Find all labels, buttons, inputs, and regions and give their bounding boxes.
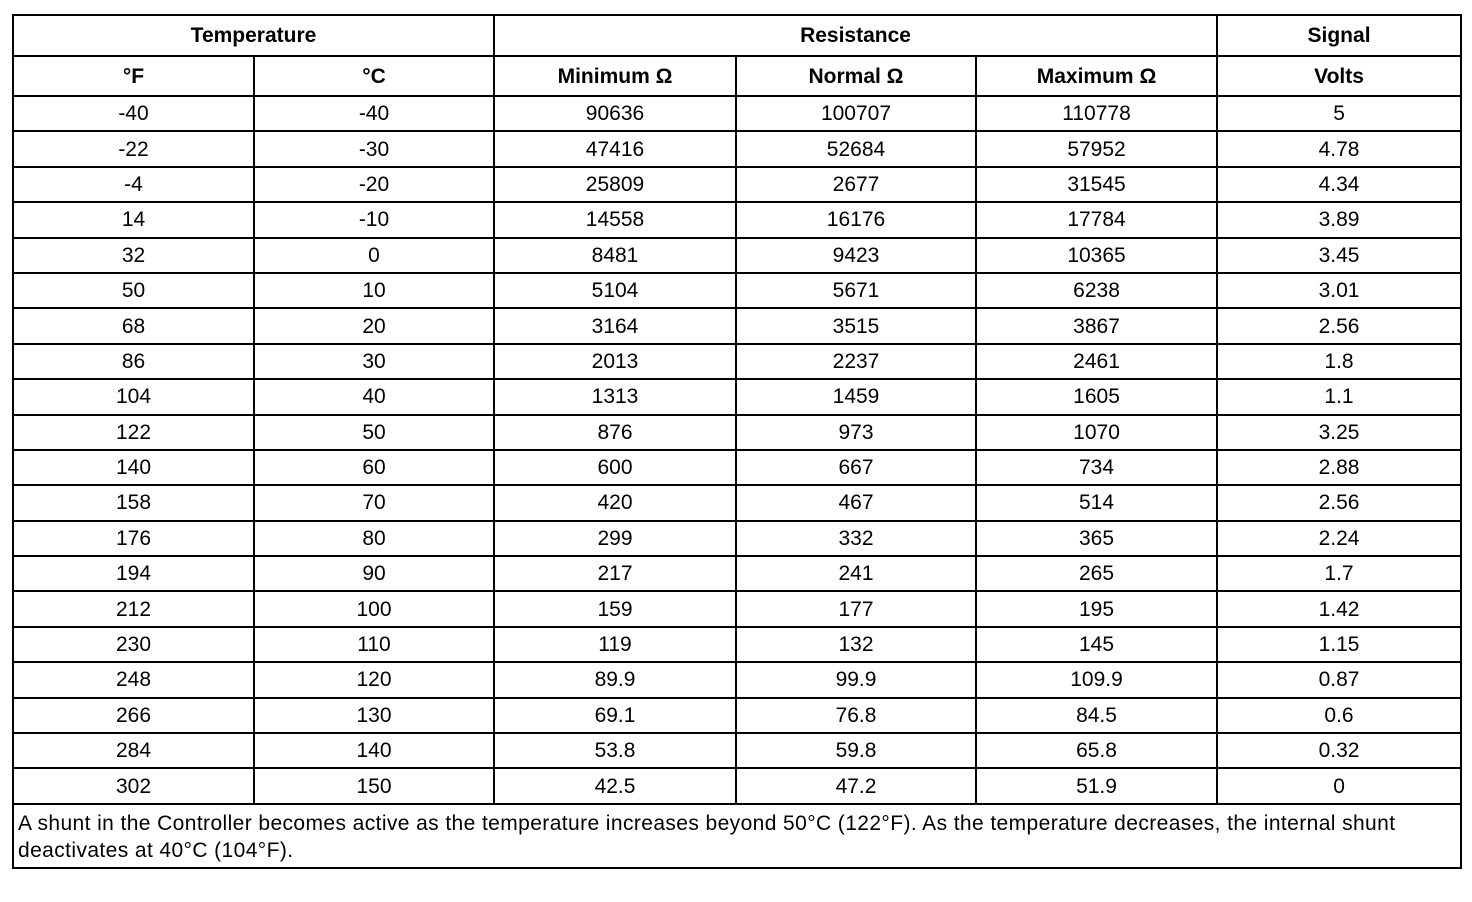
fahrenheit-cell: 302 (13, 768, 254, 803)
fahrenheit-cell: 284 (13, 733, 254, 768)
celsius-cell: 70 (254, 485, 494, 520)
fahrenheit-cell: 104 (13, 379, 254, 414)
celsius-cell: 100 (254, 591, 494, 626)
minimum-ohm-header: Minimum Ω (494, 56, 736, 96)
fahrenheit-cell: 140 (13, 450, 254, 485)
maximum-ohm-cell: 109.9 (976, 662, 1217, 697)
volts-cell: 1.7 (1217, 556, 1461, 591)
fahrenheit-cell: 158 (13, 485, 254, 520)
volts-cell: 1.1 (1217, 379, 1461, 414)
column-header-row (13, 56, 1461, 96)
celsius-cell: -40 (254, 96, 494, 131)
celsius-cell: 150 (254, 768, 494, 803)
volts-cell: 1.15 (1217, 627, 1461, 662)
table-row (13, 627, 1461, 662)
fahrenheit-cell: 68 (13, 308, 254, 343)
normal-ohm-cell: 99.9 (736, 662, 976, 697)
table-row (13, 167, 1461, 202)
minimum-ohm-cell: 299 (494, 521, 736, 556)
celsius-cell: -10 (254, 202, 494, 237)
fahrenheit-cell: -4 (13, 167, 254, 202)
fahrenheit-cell: 122 (13, 415, 254, 450)
fahrenheit-cell: 50 (13, 273, 254, 308)
celsius-cell: 50 (254, 415, 494, 450)
celsius-cell: -20 (254, 167, 494, 202)
fahrenheit-header: °F (13, 56, 254, 96)
normal-ohm-cell: 132 (736, 627, 976, 662)
normal-ohm-cell: 241 (736, 556, 976, 591)
celsius-cell: 90 (254, 556, 494, 591)
fahrenheit-cell: 212 (13, 591, 254, 626)
minimum-ohm-cell: 600 (494, 450, 736, 485)
normal-ohm-header: Normal Ω (736, 56, 976, 96)
table-row (13, 768, 1461, 803)
minimum-ohm-cell: 2013 (494, 344, 736, 379)
table-row (13, 415, 1461, 450)
table-row (13, 131, 1461, 166)
maximum-ohm-header: Maximum Ω (976, 56, 1217, 96)
fahrenheit-cell: 176 (13, 521, 254, 556)
signal-group-header: Signal (1217, 15, 1461, 56)
maximum-ohm-cell: 2461 (976, 344, 1217, 379)
normal-ohm-cell: 9423 (736, 238, 976, 273)
volts-cell: 0.32 (1217, 733, 1461, 768)
celsius-cell: 40 (254, 379, 494, 414)
normal-ohm-cell: 332 (736, 521, 976, 556)
celsius-cell: 30 (254, 344, 494, 379)
maximum-ohm-cell: 514 (976, 485, 1217, 520)
maximum-ohm-cell: 51.9 (976, 768, 1217, 803)
volts-cell: 2.56 (1217, 485, 1461, 520)
table-row (13, 733, 1461, 768)
normal-ohm-cell: 16176 (736, 202, 976, 237)
volts-cell: 2.56 (1217, 308, 1461, 343)
volts-cell: 1.8 (1217, 344, 1461, 379)
volts-cell: 3.25 (1217, 415, 1461, 450)
table-row (13, 662, 1461, 697)
maximum-ohm-cell: 110778 (976, 96, 1217, 131)
volts-cell: 3.89 (1217, 202, 1461, 237)
table-row (13, 591, 1461, 626)
table-row (13, 698, 1461, 733)
normal-ohm-cell: 5671 (736, 273, 976, 308)
minimum-ohm-cell: 5104 (494, 273, 736, 308)
minimum-ohm-cell: 1313 (494, 379, 736, 414)
minimum-ohm-cell: 217 (494, 556, 736, 591)
maximum-ohm-cell: 84.5 (976, 698, 1217, 733)
volts-cell: 2.24 (1217, 521, 1461, 556)
table-row (13, 202, 1461, 237)
minimum-ohm-cell: 14558 (494, 202, 736, 237)
volts-cell: 2.88 (1217, 450, 1461, 485)
minimum-ohm-cell: 53.8 (494, 733, 736, 768)
minimum-ohm-cell: 90636 (494, 96, 736, 131)
volts-cell: 3.45 (1217, 238, 1461, 273)
table-row (13, 521, 1461, 556)
group-header-row (13, 15, 1461, 56)
normal-ohm-cell: 177 (736, 591, 976, 626)
celsius-cell: 60 (254, 450, 494, 485)
celsius-cell: -30 (254, 131, 494, 166)
celsius-cell: 140 (254, 733, 494, 768)
maximum-ohm-cell: 734 (976, 450, 1217, 485)
normal-ohm-cell: 973 (736, 415, 976, 450)
maximum-ohm-cell: 17784 (976, 202, 1217, 237)
minimum-ohm-cell: 47416 (494, 131, 736, 166)
maximum-ohm-cell: 57952 (976, 131, 1217, 166)
minimum-ohm-cell: 420 (494, 485, 736, 520)
table-row (13, 485, 1461, 520)
resistance-group-header: Resistance (494, 15, 1217, 56)
minimum-ohm-cell: 119 (494, 627, 736, 662)
celsius-cell: 120 (254, 662, 494, 697)
note-row (13, 804, 1461, 868)
temperature-resistance-table (12, 14, 1462, 869)
celsius-header: °C (254, 56, 494, 96)
minimum-ohm-cell: 876 (494, 415, 736, 450)
celsius-cell: 0 (254, 238, 494, 273)
fahrenheit-cell: 86 (13, 344, 254, 379)
maximum-ohm-cell: 265 (976, 556, 1217, 591)
maximum-ohm-cell: 1605 (976, 379, 1217, 414)
normal-ohm-cell: 59.8 (736, 733, 976, 768)
fahrenheit-cell: 266 (13, 698, 254, 733)
volts-cell: 4.34 (1217, 167, 1461, 202)
fahrenheit-cell: 230 (13, 627, 254, 662)
table-row (13, 238, 1461, 273)
volts-cell: 0.87 (1217, 662, 1461, 697)
temperature-group-header: Temperature (13, 15, 494, 56)
volts-cell: 0.6 (1217, 698, 1461, 733)
minimum-ohm-cell: 89.9 (494, 662, 736, 697)
volts-header: Volts (1217, 56, 1461, 96)
normal-ohm-cell: 467 (736, 485, 976, 520)
normal-ohm-cell: 1459 (736, 379, 976, 414)
volts-cell: 5 (1217, 96, 1461, 131)
celsius-cell: 20 (254, 308, 494, 343)
volts-cell: 4.78 (1217, 131, 1461, 166)
celsius-cell: 130 (254, 698, 494, 733)
maximum-ohm-cell: 145 (976, 627, 1217, 662)
normal-ohm-cell: 47.2 (736, 768, 976, 803)
table-row (13, 344, 1461, 379)
normal-ohm-cell: 76.8 (736, 698, 976, 733)
shunt-note: A shunt in the Controller becomes active as the temperature increases beyond 50°C (122°F). As the temperature decreases, the internal shunt deactivates at 40°C (104°F). (13, 804, 1461, 868)
volts-cell: 0 (1217, 768, 1461, 803)
minimum-ohm-cell: 69.1 (494, 698, 736, 733)
normal-ohm-cell: 2237 (736, 344, 976, 379)
normal-ohm-cell: 3515 (736, 308, 976, 343)
fahrenheit-cell: 14 (13, 202, 254, 237)
maximum-ohm-cell: 31545 (976, 167, 1217, 202)
table-row (13, 556, 1461, 591)
maximum-ohm-cell: 195 (976, 591, 1217, 626)
table-row (13, 308, 1461, 343)
minimum-ohm-cell: 3164 (494, 308, 736, 343)
minimum-ohm-cell: 25809 (494, 167, 736, 202)
maximum-ohm-cell: 6238 (976, 273, 1217, 308)
table-row (13, 379, 1461, 414)
volts-cell: 3.01 (1217, 273, 1461, 308)
table-row (13, 96, 1461, 131)
fahrenheit-cell: -22 (13, 131, 254, 166)
celsius-cell: 80 (254, 521, 494, 556)
maximum-ohm-cell: 3867 (976, 308, 1217, 343)
minimum-ohm-cell: 159 (494, 591, 736, 626)
minimum-ohm-cell: 8481 (494, 238, 736, 273)
normal-ohm-cell: 2677 (736, 167, 976, 202)
normal-ohm-cell: 667 (736, 450, 976, 485)
table-row (13, 450, 1461, 485)
normal-ohm-cell: 52684 (736, 131, 976, 166)
fahrenheit-cell: 248 (13, 662, 254, 697)
celsius-cell: 10 (254, 273, 494, 308)
celsius-cell: 110 (254, 627, 494, 662)
table-row (13, 273, 1461, 308)
fahrenheit-cell: 194 (13, 556, 254, 591)
normal-ohm-cell: 100707 (736, 96, 976, 131)
fahrenheit-cell: 32 (13, 238, 254, 273)
resistance-table-sheet (12, 14, 1460, 869)
maximum-ohm-cell: 65.8 (976, 733, 1217, 768)
maximum-ohm-cell: 365 (976, 521, 1217, 556)
volts-cell: 1.42 (1217, 591, 1461, 626)
maximum-ohm-cell: 1070 (976, 415, 1217, 450)
maximum-ohm-cell: 10365 (976, 238, 1217, 273)
minimum-ohm-cell: 42.5 (494, 768, 736, 803)
fahrenheit-cell: -40 (13, 96, 254, 131)
table-body (13, 96, 1461, 804)
